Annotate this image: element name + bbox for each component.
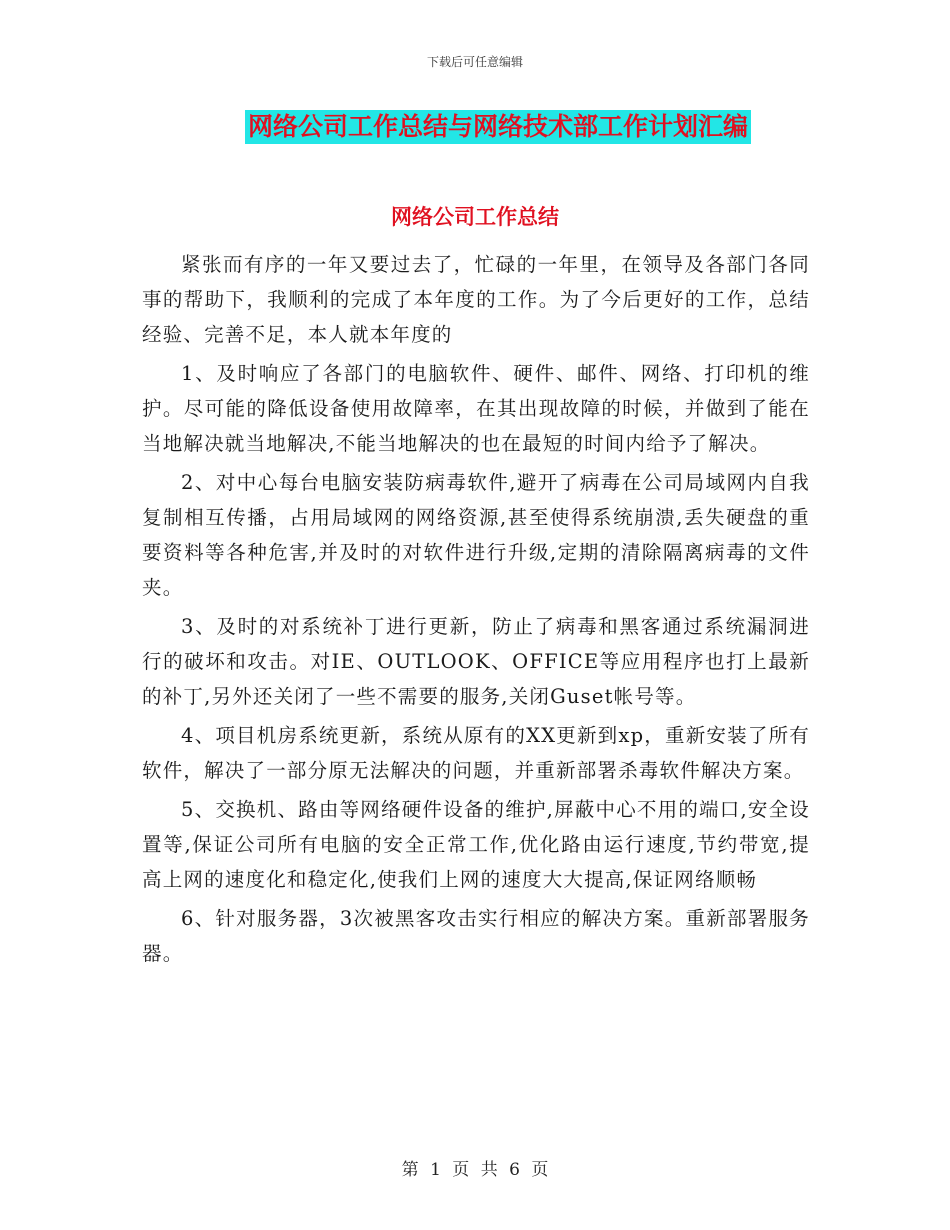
paragraph-item-1: 1、及时响应了各部门的电脑软件、硬件、邮件、网络、打印机的维护。尽可能的降低设备使用故障率，在其出现故障的时候，并做到了能在当地解决就当地解决,不能当地解决的也在最短的时间内给予了解决。: [142, 362, 810, 455]
paragraph-item-3: 3、及时的对系统补丁进行更新，防止了病毒和黑客通过系统漏洞进行的破坏和攻击。对IE、OUTLOOK、OFFICE等应用程序也打上最新的补丁,另外还关闭了一些不需要的服务,关闭Guset帐号等。: [142, 615, 810, 708]
section-title: 网络公司工作总结: [391, 204, 559, 229]
page-number-footer: 第 1 页 共 6 页: [401, 1160, 549, 1180]
paragraph-intro: 紧张而有序的一年又要过去了，忙碌的一年里，在领导及各部门各同事的帮助下，我顺利的完成了本年度的工作。为了今后更好的工作，总结经验、完善不足，本人就本年度的: [142, 253, 810, 346]
main-title-container: [0, 110, 950, 144]
paragraph-item-4: 4、项目机房系统更新，系统从原有的XX更新到xp，重新安装了所有软件，解决了一部分原无法解决的问题，并重新部署杀毒软件解决方案。: [142, 724, 810, 782]
paragraph-item-2: 2、对中心每台电脑安装防病毒软件,避开了病毒在公司局域网内自我复制相互传播，占用局域网的网络资源,甚至使得系统崩溃,丢失硬盘的重要资料等各种危害,并及时的对软件进行升级,定期的清除隔离病毒的文件夹。: [142, 471, 810, 599]
document-body: [142, 247, 810, 975]
document-main-title: 网络公司工作总结与网络技术部工作计划汇编: [245, 110, 751, 144]
page-header-note: 下载后可任意编辑: [426, 55, 523, 69]
paragraph-item-6: 6、针对服务器，3次被黑客攻击实行相应的解决方案。重新部署服务器。: [142, 907, 810, 965]
paragraph-item-5: 5、交换机、路由等网络硬件设备的维护,屏蔽中心不用的端口,安全设置等,保证公司所有电脑的安全正常工作,优化路由运行速度,节约带宽,提高上网的速度化和稳定化,使我们上网的速度大大提高,保证网络顺畅: [142, 798, 810, 891]
